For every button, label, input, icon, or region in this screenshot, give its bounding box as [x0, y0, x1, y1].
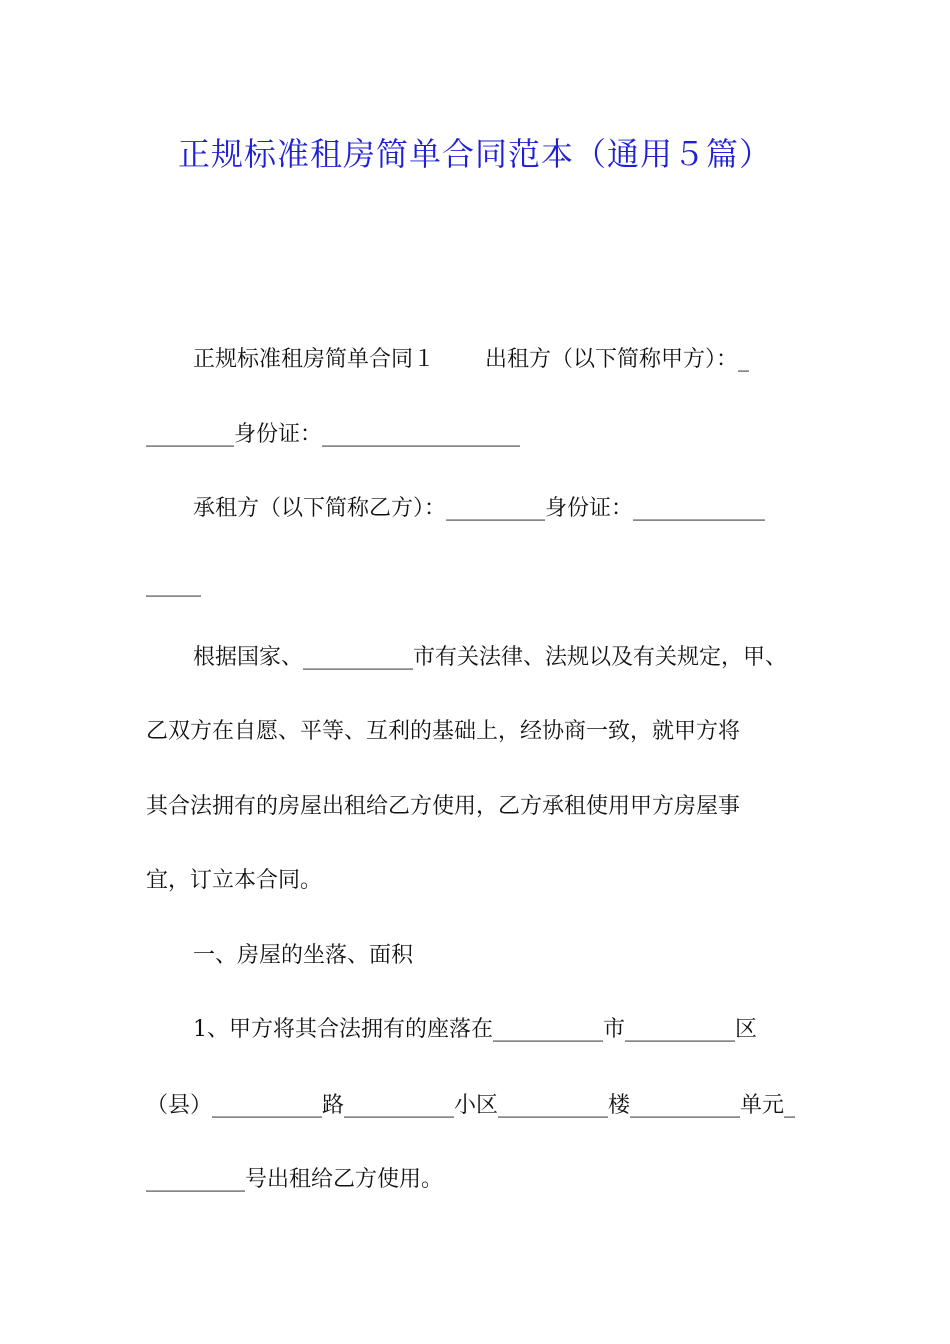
preamble-line-3: 其合法拥有的房屋出租给乙方使用，乙方承租使用甲方房屋事 [146, 794, 741, 819]
contract-first-line [193, 345, 749, 375]
clause-1-line-2: （县）__________路__________小区__________楼__________单元_ [146, 1093, 796, 1118]
clause-1-line-3: _________号出租给乙方使用。 [146, 1167, 444, 1192]
contract-heading: 正规标准租房简单合同１ [193, 347, 436, 372]
preamble-line-1: 根据国家、__________市有关法律、法规以及有关规定，甲、 [193, 645, 788, 670]
lessor-id-line: ________身份证：__________________ [146, 422, 521, 447]
preamble-line-2: 乙双方在自愿、平等、互利的基础上，经协商一致，就甲方将 [146, 719, 741, 744]
lessee-line: 承租方（以下简称乙方）：_________身份证：____________ [193, 496, 766, 521]
section-heading-location-area: 一、房屋的坐落、面积 [193, 943, 414, 968]
document-title: 正规标准租房简单合同范本（通用５篇） [177, 135, 772, 173]
clause-1-line-1: 1、甲方将其合法拥有的座落在__________市__________区 [193, 1017, 757, 1042]
preamble-line-4: 宜，订立本合同。 [146, 868, 323, 893]
lessor-label: 出租方（以下简称甲方）：_ [485, 347, 750, 372]
lessee-id-continuation: _____ [146, 572, 201, 597]
